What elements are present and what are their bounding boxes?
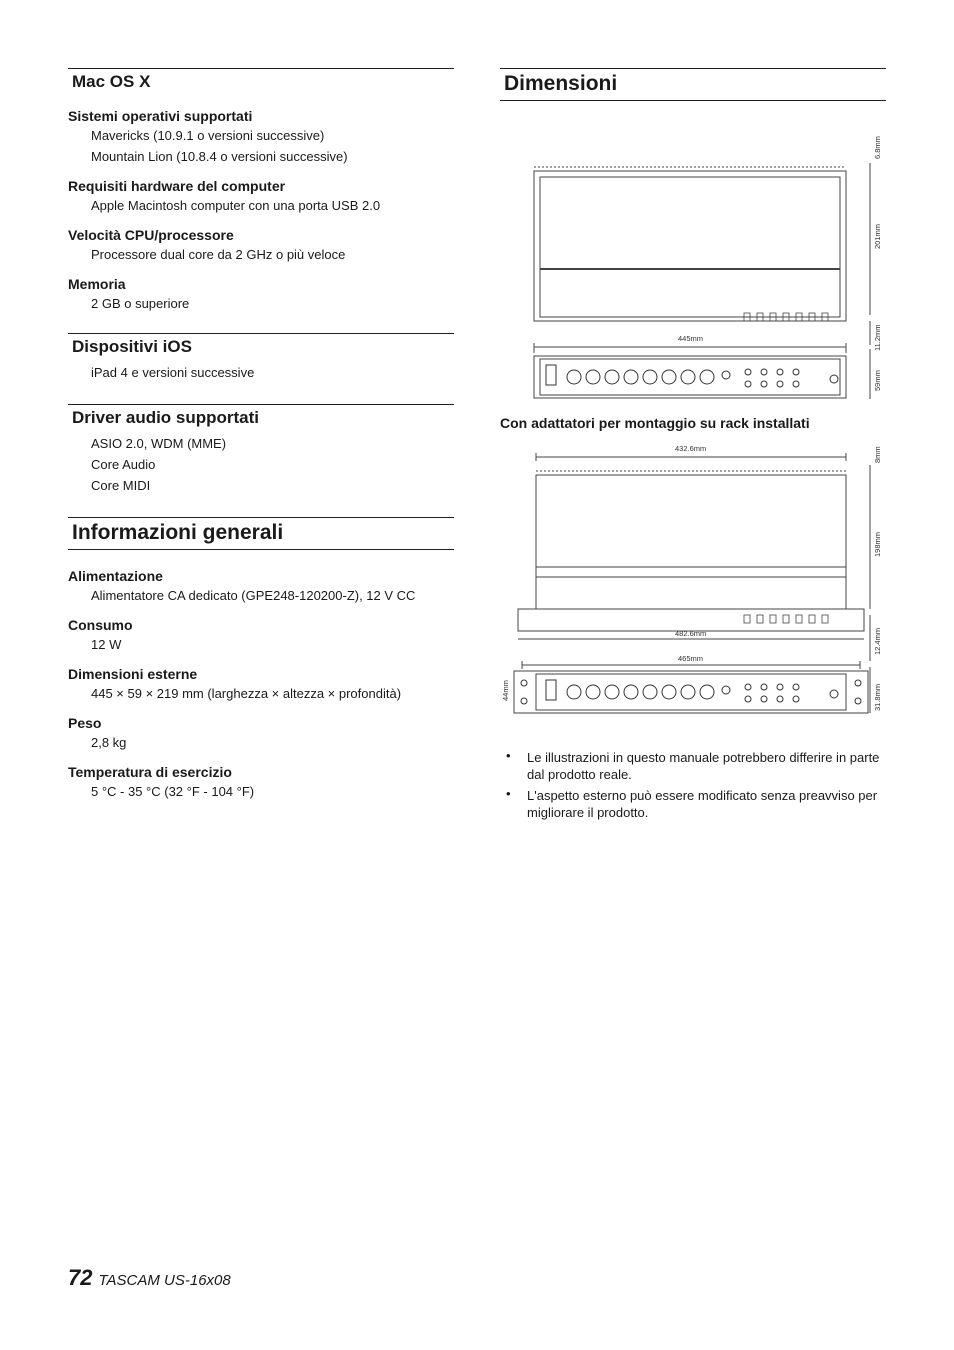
power-value: Alimentatore CA dedicato (GPE248-120200-Z), 12 V CC [91, 588, 416, 603]
section-heading-general: Informazioni generali [68, 517, 454, 550]
dim-label-6-8mm: 6.8mm [873, 136, 882, 159]
dimension-diagram-unit [500, 119, 886, 409]
driver-value-1: ASIO 2.0, WDM (MME) [91, 436, 227, 451]
dim-label-59mm: 59mm [873, 370, 882, 391]
weight-label: Peso [68, 715, 102, 731]
weight-value: 2,8 kg [91, 735, 127, 750]
dim-label-11-2mm: 11.2mm [873, 324, 882, 351]
dim-label-198mm: 198mm [873, 531, 882, 557]
memory-value: 2 GB o superiore [91, 296, 190, 311]
temperature-label: Temperatura di esercizio [68, 764, 232, 780]
page-footer [68, 1265, 231, 1291]
dim-label-44mm: 44mm [501, 680, 510, 701]
section-heading-ios: Dispositivi iOS [68, 333, 454, 361]
dim-label-31-8mm: 31.8mm [873, 683, 882, 711]
dim-label-432-6mm: 432.6mm [675, 444, 707, 453]
ios-value: iPad 4 e versioni successive [91, 365, 255, 380]
note-item: • L'aspetto esterno può essere modificato senza preavviso per migliorare il prodotto. [506, 787, 886, 821]
hw-label: Requisiti hardware del computer [68, 178, 286, 194]
section-heading-macos: Mac OS X [68, 68, 454, 96]
left-column [68, 68, 454, 801]
section-heading-drivers: Driver audio supportati [68, 404, 454, 432]
dimension-diagram-rack [500, 439, 886, 729]
dimensions-label: Dimensioni esterne [68, 666, 198, 682]
memory-label: Memoria [68, 276, 126, 292]
rack-caption: Con adattatori per montaggio su rack installati [500, 415, 810, 431]
dim-label-12-4mm: 12.4mm [873, 627, 882, 655]
dimensions-value: 445 × 59 × 219 mm (larghezza × altezza × profondità) [91, 686, 402, 701]
os-value-2: Mountain Lion (10.8.4 o versioni successive) [91, 149, 348, 164]
consumption-label: Consumo [68, 617, 133, 633]
notes-list [506, 749, 886, 821]
temperature-value: 5 °C - 35 °C (32 °F - 104 °F) [91, 784, 255, 799]
cpu-value: Processore dual core da 2 GHz o più veloce [91, 247, 346, 262]
hw-value: Apple Macintosh computer con una porta USB 2.0 [91, 198, 381, 213]
dim-label-445mm: 445mm [678, 334, 704, 343]
dim-label-465mm: 465mm [678, 654, 704, 663]
dim-label-201mm: 201mm [873, 223, 882, 249]
consumption-value: 12 W [91, 637, 122, 652]
dim-label-8mm: 8mm [873, 446, 882, 463]
note-item: • Le illustrazioni in questo manuale potrebbero differire in parte dal prodotto reale. [506, 749, 886, 783]
os-label: Sistemi operativi supportati [68, 108, 253, 124]
product-name: TASCAM US-16x08 [98, 1272, 231, 1289]
driver-value-3: Core MIDI [91, 478, 151, 493]
page-number: 72 [68, 1265, 93, 1290]
section-heading-dimensions: Dimensioni [500, 68, 886, 101]
os-value-1: Mavericks (10.9.1 o versioni successive) [91, 128, 325, 143]
power-label: Alimentazione [68, 568, 163, 584]
dim-label-482-6mm: 482.6mm [675, 629, 707, 638]
cpu-label: Velocità CPU/processore [68, 227, 234, 243]
right-column [500, 68, 886, 825]
driver-value-2: Core Audio [91, 457, 156, 472]
